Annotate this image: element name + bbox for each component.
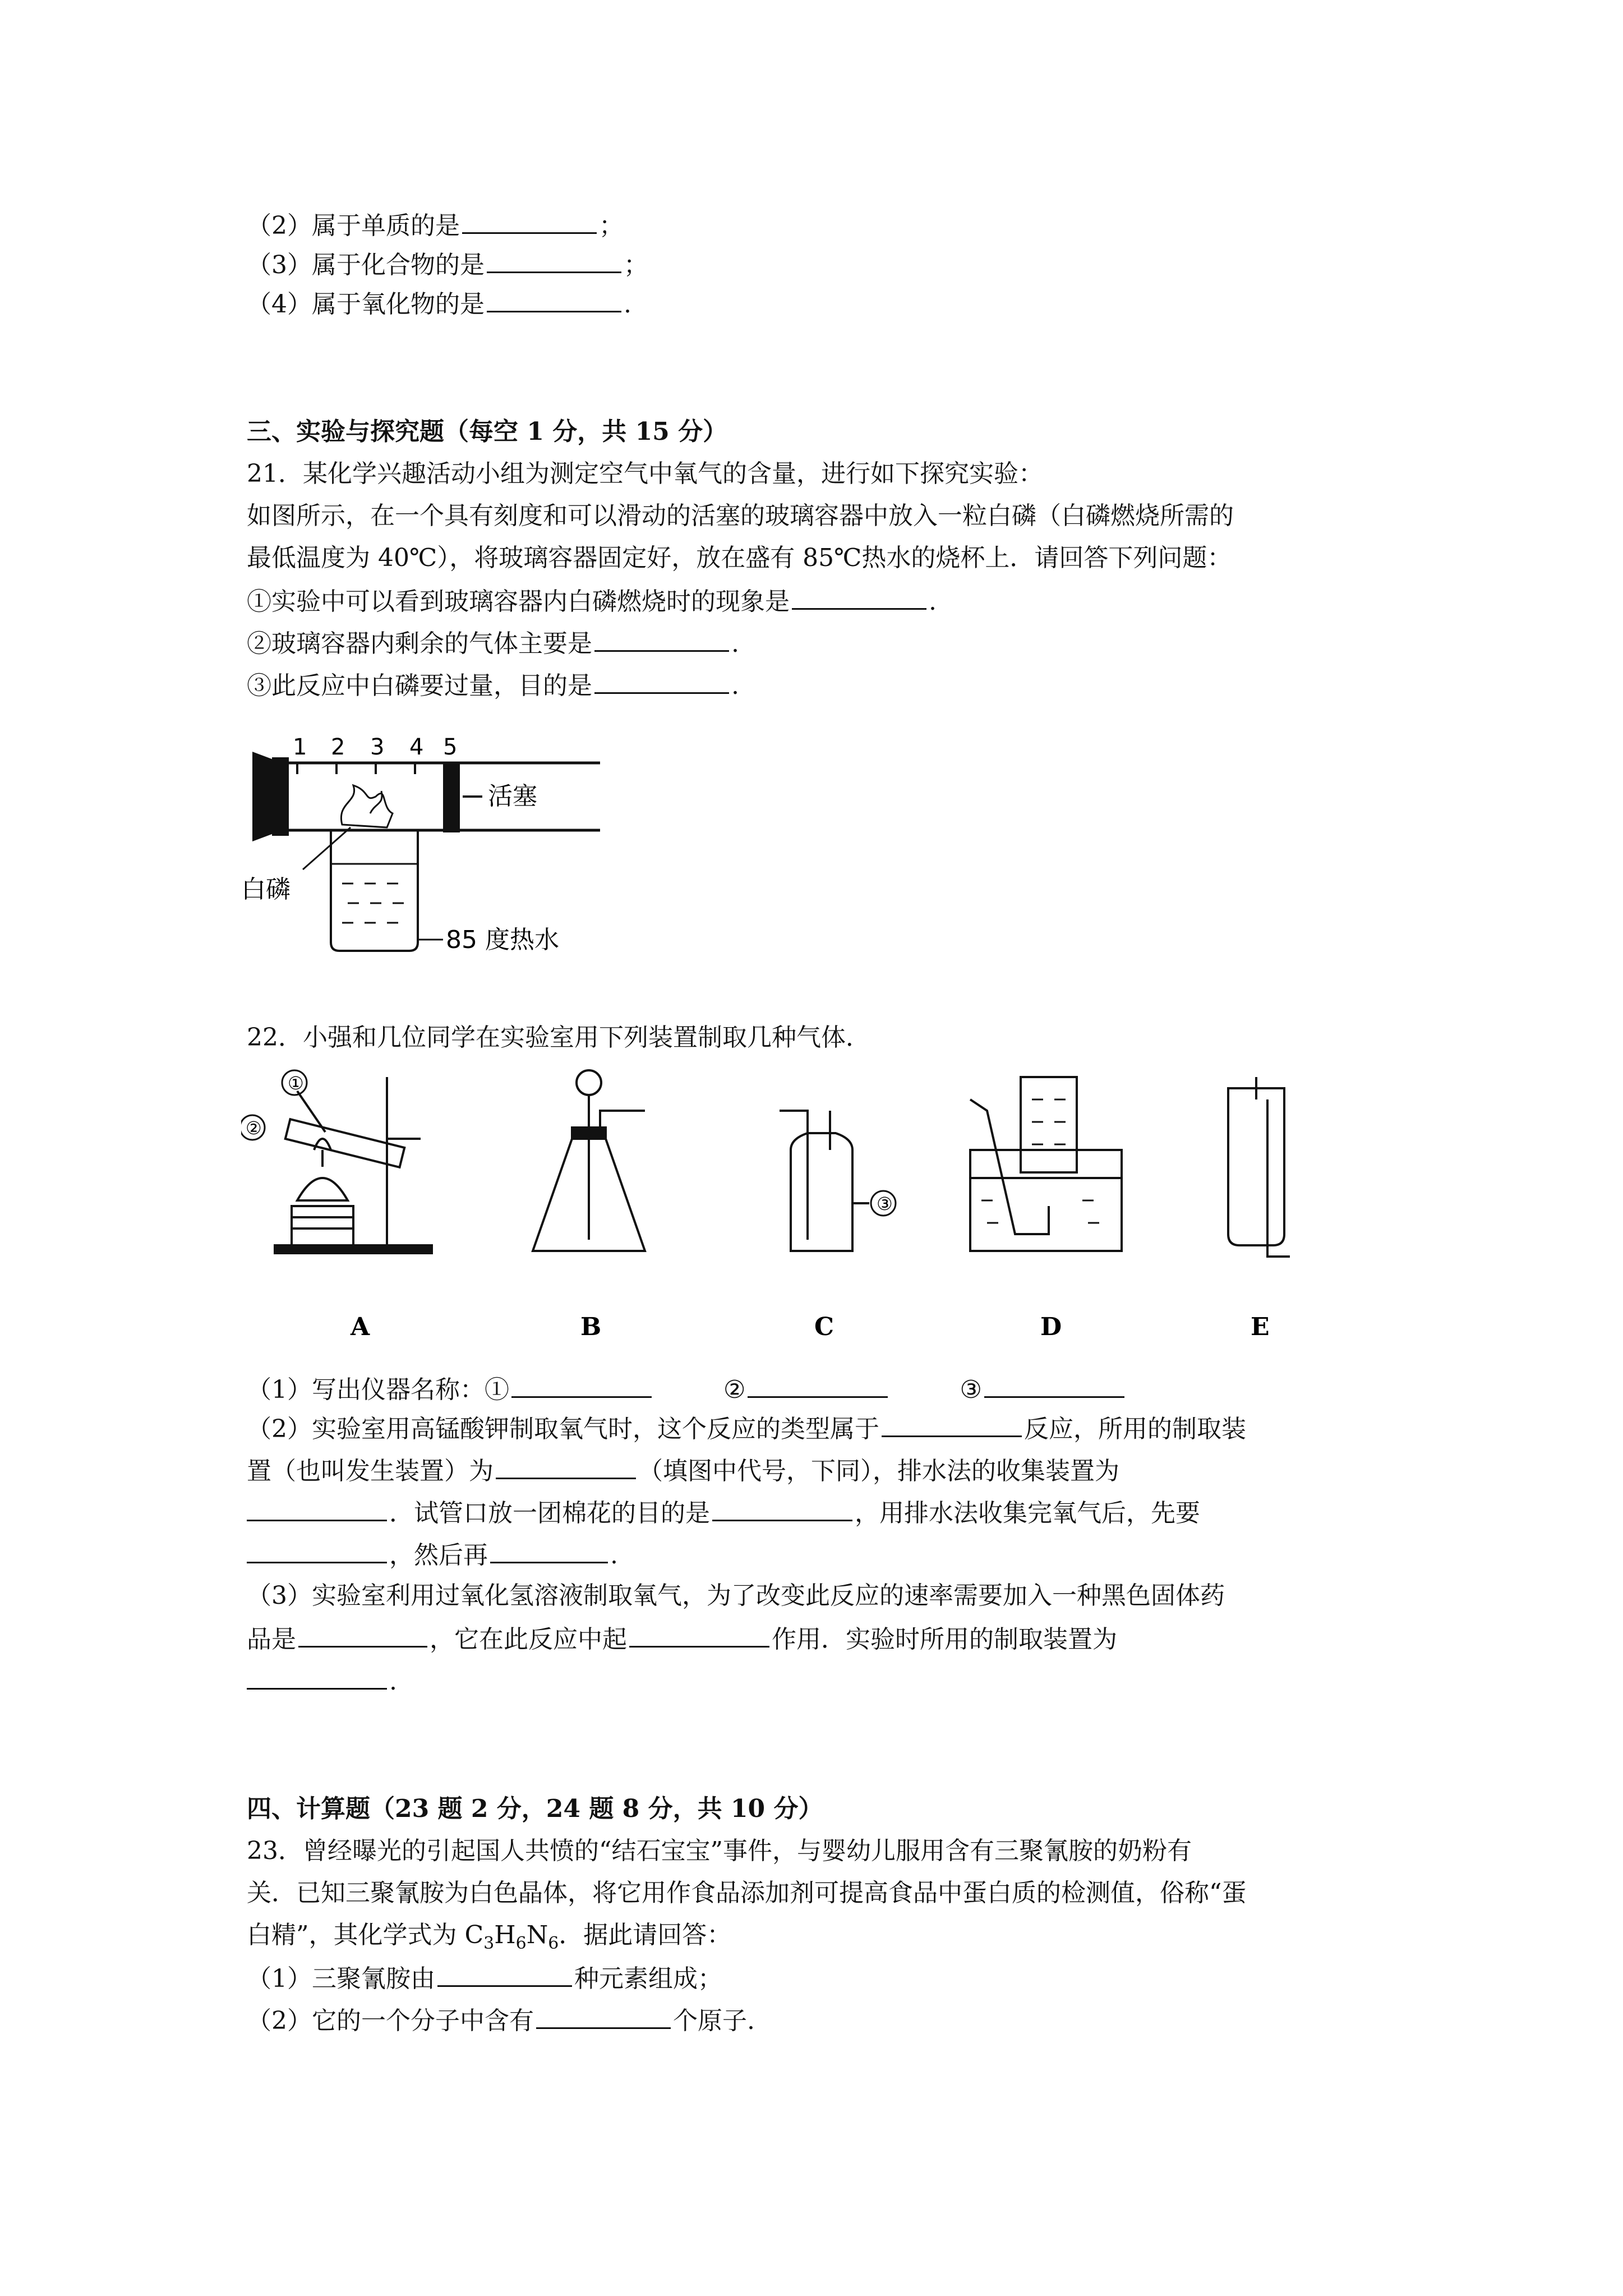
q23-line3-text-a: 白精”，其化学式为 C (247, 1921, 484, 1949)
q23-line2: 关．已知三聚氰胺为白色晶体，将它用作食品添加剂可提高食品中蛋白质的检测值，俗称“蛋 (247, 1879, 1247, 1907)
answer-blank[interactable] (490, 1537, 608, 1563)
answer-blank[interactable] (882, 1411, 1022, 1437)
q21-desc-line2: 最低温度为 40℃），将玻璃容器固定好，放在盛有 85℃热水的烧杯上．请回答下列问题： (247, 544, 1232, 572)
q21-sub3 (247, 668, 739, 703)
q22-part2-text-b: 反应，所用的制取装 (1024, 1415, 1246, 1443)
piston (443, 762, 460, 832)
formula-n: N (526, 1921, 548, 1949)
circle-1-label: ① (288, 1073, 304, 1094)
q20-item4-text: （4）属于氧化物的是 (247, 290, 485, 319)
answer-blank[interactable] (594, 668, 729, 694)
beaker (331, 830, 418, 951)
apparatus-a (275, 1077, 432, 1253)
q22-part3-text-a: 品是 (247, 1625, 296, 1654)
section3-heading: 三、实验与探究题（每空 1 分，共 15 分） (247, 417, 728, 446)
q20-item2-text: （2）属于单质的是 (247, 211, 460, 240)
q23-part2-text-a: （2）它的一个分子中含有 (247, 2007, 534, 2035)
circle-3-label: ③ (877, 1193, 893, 1214)
q20-item3 (247, 247, 648, 282)
q23-part1 (247, 1961, 722, 1996)
answer-blank[interactable] (487, 286, 621, 312)
answer-blank[interactable] (247, 1495, 387, 1521)
q22-part1-circle3: ③ (960, 1375, 982, 1404)
q22-part2-text-f: ，用排水法收集完氧气后，先要 (855, 1499, 1200, 1527)
q23-line3 (247, 1918, 731, 1961)
formula-sub-3: 3 (483, 1934, 495, 1953)
apparatus-label-e: E (1251, 1313, 1270, 1341)
q22-part2-text-d: （填图中代号，下同），排水法的收集装置为 (638, 1457, 1119, 1485)
q23-line3-text-b: ．据此请回答： (559, 1921, 732, 1949)
left-stopper (252, 752, 275, 841)
answer-blank[interactable] (594, 625, 729, 652)
answer-blank[interactable] (462, 208, 597, 234)
q21-sub2-text: ②玻璃容器内剩余的气体主要是 (247, 629, 592, 658)
answer-blank[interactable] (437, 1961, 572, 1987)
q21-sub3-text: ③此反应中白磷要过量，目的是 (247, 671, 592, 700)
apparatus-b (533, 1070, 645, 1251)
q22-part2-text-g: ，然后再 (389, 1541, 488, 1570)
apparatus-label-a: A (351, 1313, 370, 1341)
answer-blank[interactable] (298, 1621, 427, 1648)
answer-blank[interactable] (629, 1621, 769, 1648)
piston-label: 活塞 (488, 782, 537, 811)
q22-apparatus-figure (241, 1066, 1335, 1358)
answer-blank[interactable] (712, 1495, 852, 1521)
q23-part1-text-a: （1）三聚氰胺由 (247, 1964, 435, 1993)
q20-item4 (247, 286, 631, 321)
q23-part1-text-b: 种元素组成； (574, 1964, 722, 1993)
answer-blank[interactable] (748, 1372, 888, 1398)
answer-blank[interactable] (487, 247, 621, 273)
q22-part3-line2 (247, 1621, 1117, 1657)
answer-blank[interactable] (792, 583, 926, 610)
q22-part2-text-e: ．试管口放一团棉花的目的是 (389, 1499, 710, 1527)
q22-part2-text-a: （2）实验室用高锰酸钾制取氧气时，这个反应的类型属于 (247, 1415, 879, 1443)
apparatus-label-c: C (814, 1313, 834, 1341)
scale-mark-3: 3 (370, 734, 385, 760)
formula-sub-6a: 6 (515, 1934, 527, 1953)
q21-desc-line1: 如图所示，在一个具有刻度和可以滑动的活塞的玻璃容器中放入一粒白磷（白磷燃烧所需的 (247, 501, 1234, 530)
q22-part2-line4 (247, 1537, 618, 1572)
formula-sub-6b: 6 (548, 1934, 559, 1953)
scale-mark-5: 5 (443, 734, 458, 760)
q21-sub2 (247, 625, 739, 661)
q22-part1 (247, 1372, 1127, 1407)
q22-part3-text-c: 作用．实验时所用的制取装置为 (772, 1625, 1117, 1654)
left-stopper-body (272, 757, 289, 836)
apparatus-label-d: D (1040, 1313, 1062, 1341)
section4-heading: 四、计算题（23 题 2 分，24 题 8 分，共 10 分） (247, 1795, 823, 1823)
apparatus-c (780, 1111, 869, 1251)
answer-blank[interactable] (984, 1372, 1124, 1398)
q20-item4-end: . (624, 290, 631, 319)
q21-sub2-end: . (731, 629, 739, 658)
q22-part2-text-h: . (610, 1541, 618, 1570)
q21-stem: 21．某化学兴趣活动小组为测定空气中氧气的含量，进行如下探究实验： (247, 459, 1043, 488)
q21-sub1 (247, 583, 937, 619)
q23-line1: 23．曾经曝光的引起国人共愤的“结石宝宝”事件，与婴幼儿服用含有三聚氰胺的奶粉有 (247, 1837, 1192, 1865)
answer-blank[interactable] (496, 1453, 636, 1479)
circle-2-label: ② (246, 1117, 262, 1139)
q23-part2-text-b: 个原子. (673, 2007, 755, 2035)
scale-mark-1: 1 (293, 734, 307, 760)
apparatus-d (970, 1077, 1122, 1251)
scale-mark-2: 2 (331, 734, 345, 760)
apparatus-e (1228, 1077, 1290, 1257)
q22-part3-line1: （3）实验室利用过氧化氢溶液制取氧气，为了改变此反应的速率需要加入一种黑色固体药 (247, 1581, 1225, 1610)
q22-part3-text-b: ，它在此反应中起 (430, 1625, 627, 1654)
q20-item2 (247, 208, 624, 243)
water-dashes (342, 884, 404, 923)
q21-sub1-end: . (929, 587, 937, 616)
q21-sub3-end: . (731, 671, 739, 700)
answer-blank[interactable] (247, 1537, 387, 1563)
q22-part3-line3 (247, 1663, 397, 1699)
q22-part2-line2 (247, 1453, 1119, 1488)
q20-item3-text: （3）属于化合物的是 (247, 251, 485, 279)
q22-stem: 22．小强和几位同学在实验室用下列装置制取几种气体． (247, 1023, 870, 1052)
q23-part2 (247, 2003, 755, 2038)
flame-icon (341, 785, 393, 827)
answer-blank[interactable] (247, 1663, 387, 1690)
q21-apparatus-figure (241, 729, 634, 965)
scale-mark-4: 4 (409, 734, 424, 760)
q22-part1-prefix: （1）写出仪器名称：① (247, 1375, 509, 1404)
q22-part2-line3 (247, 1495, 1200, 1530)
formula-h: H (494, 1921, 516, 1949)
q22-part1-circle2: ② (723, 1375, 746, 1404)
q20-item3-end: ； (624, 251, 648, 279)
q22-part2-text-c: 置（也叫发生装置）为 (247, 1457, 494, 1485)
scale-ticks (297, 763, 449, 774)
q21-sub1-text: ①实验中可以看到玻璃容器内白磷燃烧时的现象是 (247, 587, 790, 616)
answer-blank[interactable] (536, 2003, 671, 2029)
q22-part2-line1 (247, 1411, 1246, 1446)
apparatus-label-b: B (580, 1313, 602, 1341)
answer-blank[interactable] (511, 1372, 652, 1398)
q22-part3-text-d: . (389, 1667, 397, 1696)
phosphorus-label: 白磷 (241, 875, 291, 904)
water-label: 85 度热水 (446, 926, 559, 954)
q20-item2-end: ； (599, 211, 624, 240)
